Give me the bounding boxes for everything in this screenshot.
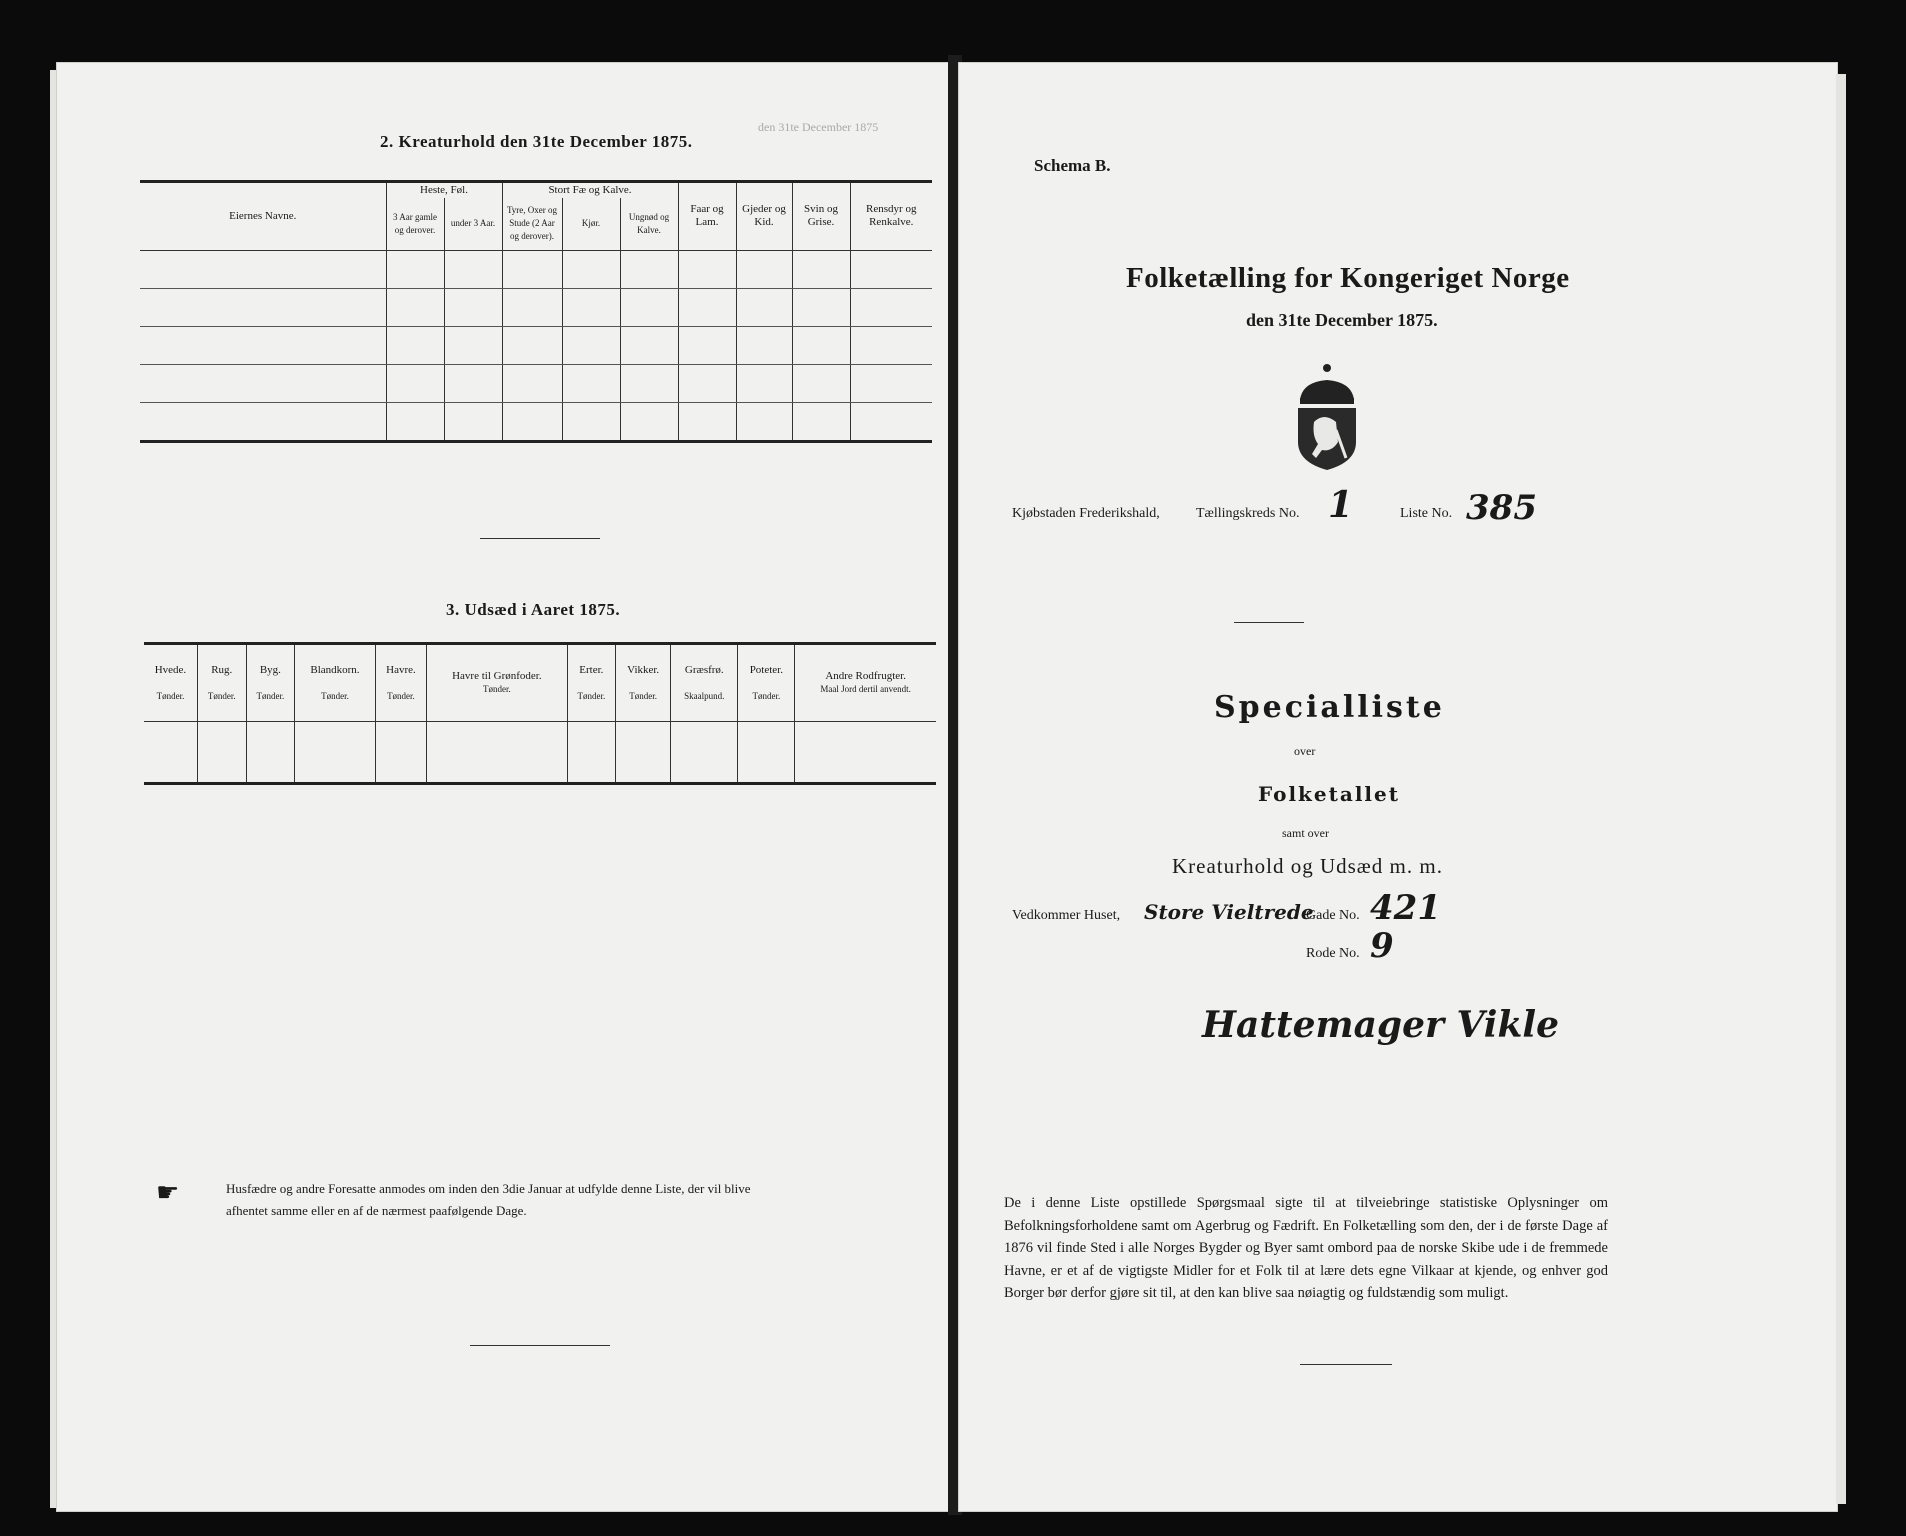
info-paragraph: De i denne Liste opstillede Spørgsmaal sigte til at tilveiebringe statistiske Oplysninger om Befolkningsforholdene samt om Agerbrug og Fædrift. En Folketælling som den, der i de første Dage af 1876 vil finde Sted i alle Norges Bygder og Byer samt ombord paa de norske Skibe ude i de fremmede Havne, er et af de vigtigste Midler for et Folk til at lære dets egne Vilkaar at kjende, og enhver god Borger bør derfor gjøre sit til, at den kan blive saa nøiagtig og fuldstændig som muligt. [1004, 1195, 1608, 1301]
schema-label: Schema B. [1034, 156, 1111, 175]
header-goats: Gjeder og Kid. [736, 182, 792, 251]
header-horses: Heste, Føl. [386, 182, 502, 199]
col-poteter: Poteter. Tønder. [738, 644, 795, 722]
district-value: 1 [1328, 484, 1354, 526]
col-rodfrugter: Andre Rodfrugter. Maal Jord dertil anvendt. [795, 644, 936, 722]
col-byg: Byg. Tønder. [246, 644, 295, 722]
house-label: Vedkommer Huset, [1012, 908, 1121, 923]
table-row [140, 402, 932, 441]
samt-over-label: samt over [1282, 826, 1329, 840]
col-erter: Erter. Tønder. [567, 644, 616, 722]
table-row [140, 364, 932, 402]
header-horses-b: under 3 Aar. [444, 198, 502, 250]
divider [1234, 622, 1304, 623]
divider [480, 538, 600, 539]
col-havre-gronfoder: Havre til Grønfoder. Tønder. [427, 644, 567, 722]
census-title: Folketælling for Kongeriget Norge [1126, 262, 1570, 294]
header-cattle-c: Ungnød og Kalve. [620, 198, 678, 250]
col-blandkorn: Blandkorn. Tønder. [295, 644, 376, 722]
header-pigs: Svin og Grise. [792, 182, 850, 251]
gate-label: Gade No. [1306, 908, 1360, 923]
bleed-text: den 31te December 1875 [758, 120, 879, 134]
divider [1300, 1364, 1392, 1365]
list-value: 385 [1466, 488, 1537, 528]
col-hvede: Hvede. Tønder. [144, 644, 197, 722]
header-owner: Eiernes Navne. [140, 182, 386, 251]
folketallet-label: Folketallet [1258, 782, 1400, 806]
special-title: Specialliste [1214, 690, 1445, 725]
table-row [144, 722, 936, 784]
livestock-table [140, 180, 932, 443]
rode-value: 9 [1370, 926, 1394, 966]
over-label: over [1294, 744, 1316, 758]
street-value: Store Vieltrede [1144, 900, 1314, 924]
left-page [56, 62, 952, 1512]
rode-label: Rode No. [1306, 946, 1360, 961]
census-date: den 31te December 1875. [1246, 310, 1438, 330]
notice-line2: afhentet samme eller en af de nærmest paafølgende Dage. [226, 1203, 527, 1218]
table-row [140, 250, 932, 288]
col-rug: Rug. Tønder. [197, 644, 246, 722]
list-label: Liste No. [1400, 506, 1453, 521]
header-sheep: Faar og Lam. [678, 182, 736, 251]
right-page-edge [1836, 74, 1846, 1504]
header-reindeer: Rensdyr og Renkalve. [850, 182, 932, 251]
col-vikker: Vikker. Tønder. [616, 644, 671, 722]
col-havre: Havre. Tønder. [375, 644, 426, 722]
table-row [140, 288, 932, 326]
norway-coat-of-arms-icon [1292, 362, 1362, 472]
notice-line1: Husfædre og andre Foresatte anmodes om inden den 3die Januar at udfylde denne Liste, der vil blive [226, 1181, 751, 1196]
section3-title: 3. Udsæd i Aaret 1875. [446, 600, 621, 619]
divider [470, 1345, 610, 1346]
table-row [140, 326, 932, 364]
col-graesfro: Græsfrø. Skaalpund. [671, 644, 738, 722]
gate-value: 421 [1370, 888, 1441, 928]
header-cattle-a: Tyre, Oxer og Stude (2 Aar og derover). [502, 198, 562, 250]
district-label: Tællingskreds No. [1196, 506, 1300, 521]
pointing-hand-icon: ☛ [156, 1178, 180, 1208]
kreatur-label: Kreaturhold og Udsæd m. m. [1172, 854, 1443, 878]
notice [226, 1178, 946, 1222]
section2-title: 2. Kreaturhold den 31te December 1875. [380, 132, 693, 151]
header-horses-a: 3 Aar gamle og derover. [386, 198, 444, 250]
header-cattle-b: Kjør. [562, 198, 620, 250]
header-cattle: Stort Fæ og Kalve. [502, 182, 678, 199]
seed-table [144, 642, 936, 785]
town-label: Kjøbstaden Frederikshald, [1012, 506, 1160, 521]
signature: Hattemager Vikle [1202, 1004, 1559, 1046]
